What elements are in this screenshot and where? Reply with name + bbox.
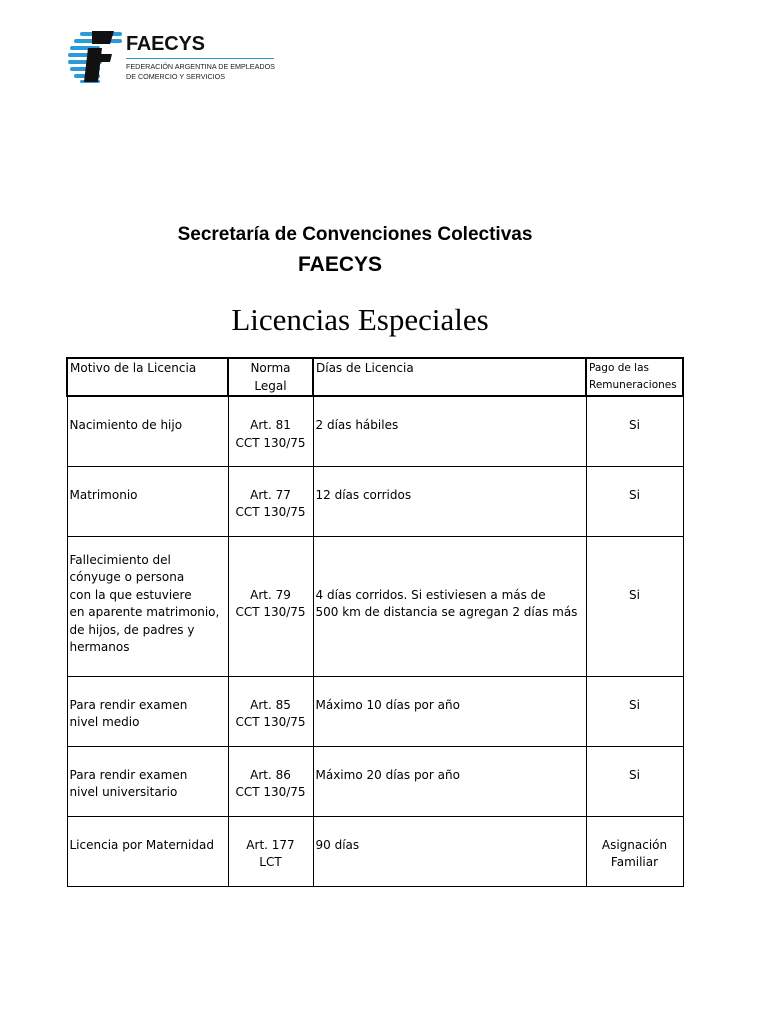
- logo-name: FAECYS: [126, 33, 205, 55]
- cell-norma: Art. 85 CCT 130/75: [228, 676, 313, 746]
- cell-motivo: Nacimiento de hijo: [67, 396, 228, 466]
- cell-motivo: Matrimonio: [67, 466, 228, 536]
- cell-motivo: Licencia por Maternidad: [67, 816, 228, 886]
- logo-subtitle: FEDERACIÓN ARGENTINA DE EMPLEADOS DE COMERCIO Y SERVICIOS: [126, 62, 275, 81]
- cell-pago: Si: [586, 396, 683, 466]
- cell-pago: Si: [586, 746, 683, 816]
- logo-divider: [126, 58, 274, 59]
- table-header-row: [67, 358, 683, 396]
- cell-motivo: Para rendir examen nivel universitario: [67, 746, 228, 816]
- cell-pago: Si: [586, 536, 683, 676]
- cell-dias: Máximo 20 días por año: [313, 746, 586, 816]
- licenses-table: [66, 357, 684, 887]
- cell-norma: Art. 177 LCT: [228, 816, 313, 886]
- cell-dias: 4 días corridos. Si estiviesen a más de 500 km de distancia se agregan 2 días más: [313, 536, 586, 676]
- page-title: Licencias Especiales: [231, 302, 489, 337]
- secretariat-heading: Secretaría de Convenciones Colectivas: [177, 224, 533, 245]
- org-heading: FAECYS: [297, 253, 383, 276]
- table-row: [67, 746, 683, 816]
- cell-pago: Si: [586, 676, 683, 746]
- cell-norma: Art. 79 CCT 130/75: [228, 536, 313, 676]
- cell-norma: Art. 77 CCT 130/75: [228, 466, 313, 536]
- cell-pago: Asignación Familiar: [586, 816, 683, 886]
- column-header-pago: Pago de las Remuneraciones: [586, 358, 683, 396]
- table-row: [67, 466, 683, 536]
- column-header-motivo: Motivo de la Licencia: [67, 358, 228, 396]
- column-header-dias: Días de Licencia: [313, 358, 586, 396]
- cell-pago: Si: [586, 466, 683, 536]
- cell-norma: Art. 86 CCT 130/75: [228, 746, 313, 816]
- table-row: [67, 676, 683, 746]
- faecys-logo: [68, 30, 283, 84]
- cell-norma: Art. 81 CCT 130/75: [228, 396, 313, 466]
- cell-motivo: Fallecimiento del cónyuge o persona con la que estuviere en aparente matrimonio, de hijos, de padres y hermanos: [67, 536, 228, 676]
- faecys-logo-mark-icon: [68, 30, 124, 84]
- cell-motivo: Para rendir examen nivel medio: [67, 676, 228, 746]
- cell-dias: Máximo 10 días por año: [313, 676, 586, 746]
- table-row: [67, 396, 683, 466]
- cell-dias: 90 días: [313, 816, 586, 886]
- cell-dias: 2 días hábiles: [313, 396, 586, 466]
- column-header-norma: Norma Legal: [228, 358, 313, 396]
- table-row: [67, 536, 683, 676]
- cell-dias: 12 días corridos: [313, 466, 586, 536]
- table-row: [67, 816, 683, 886]
